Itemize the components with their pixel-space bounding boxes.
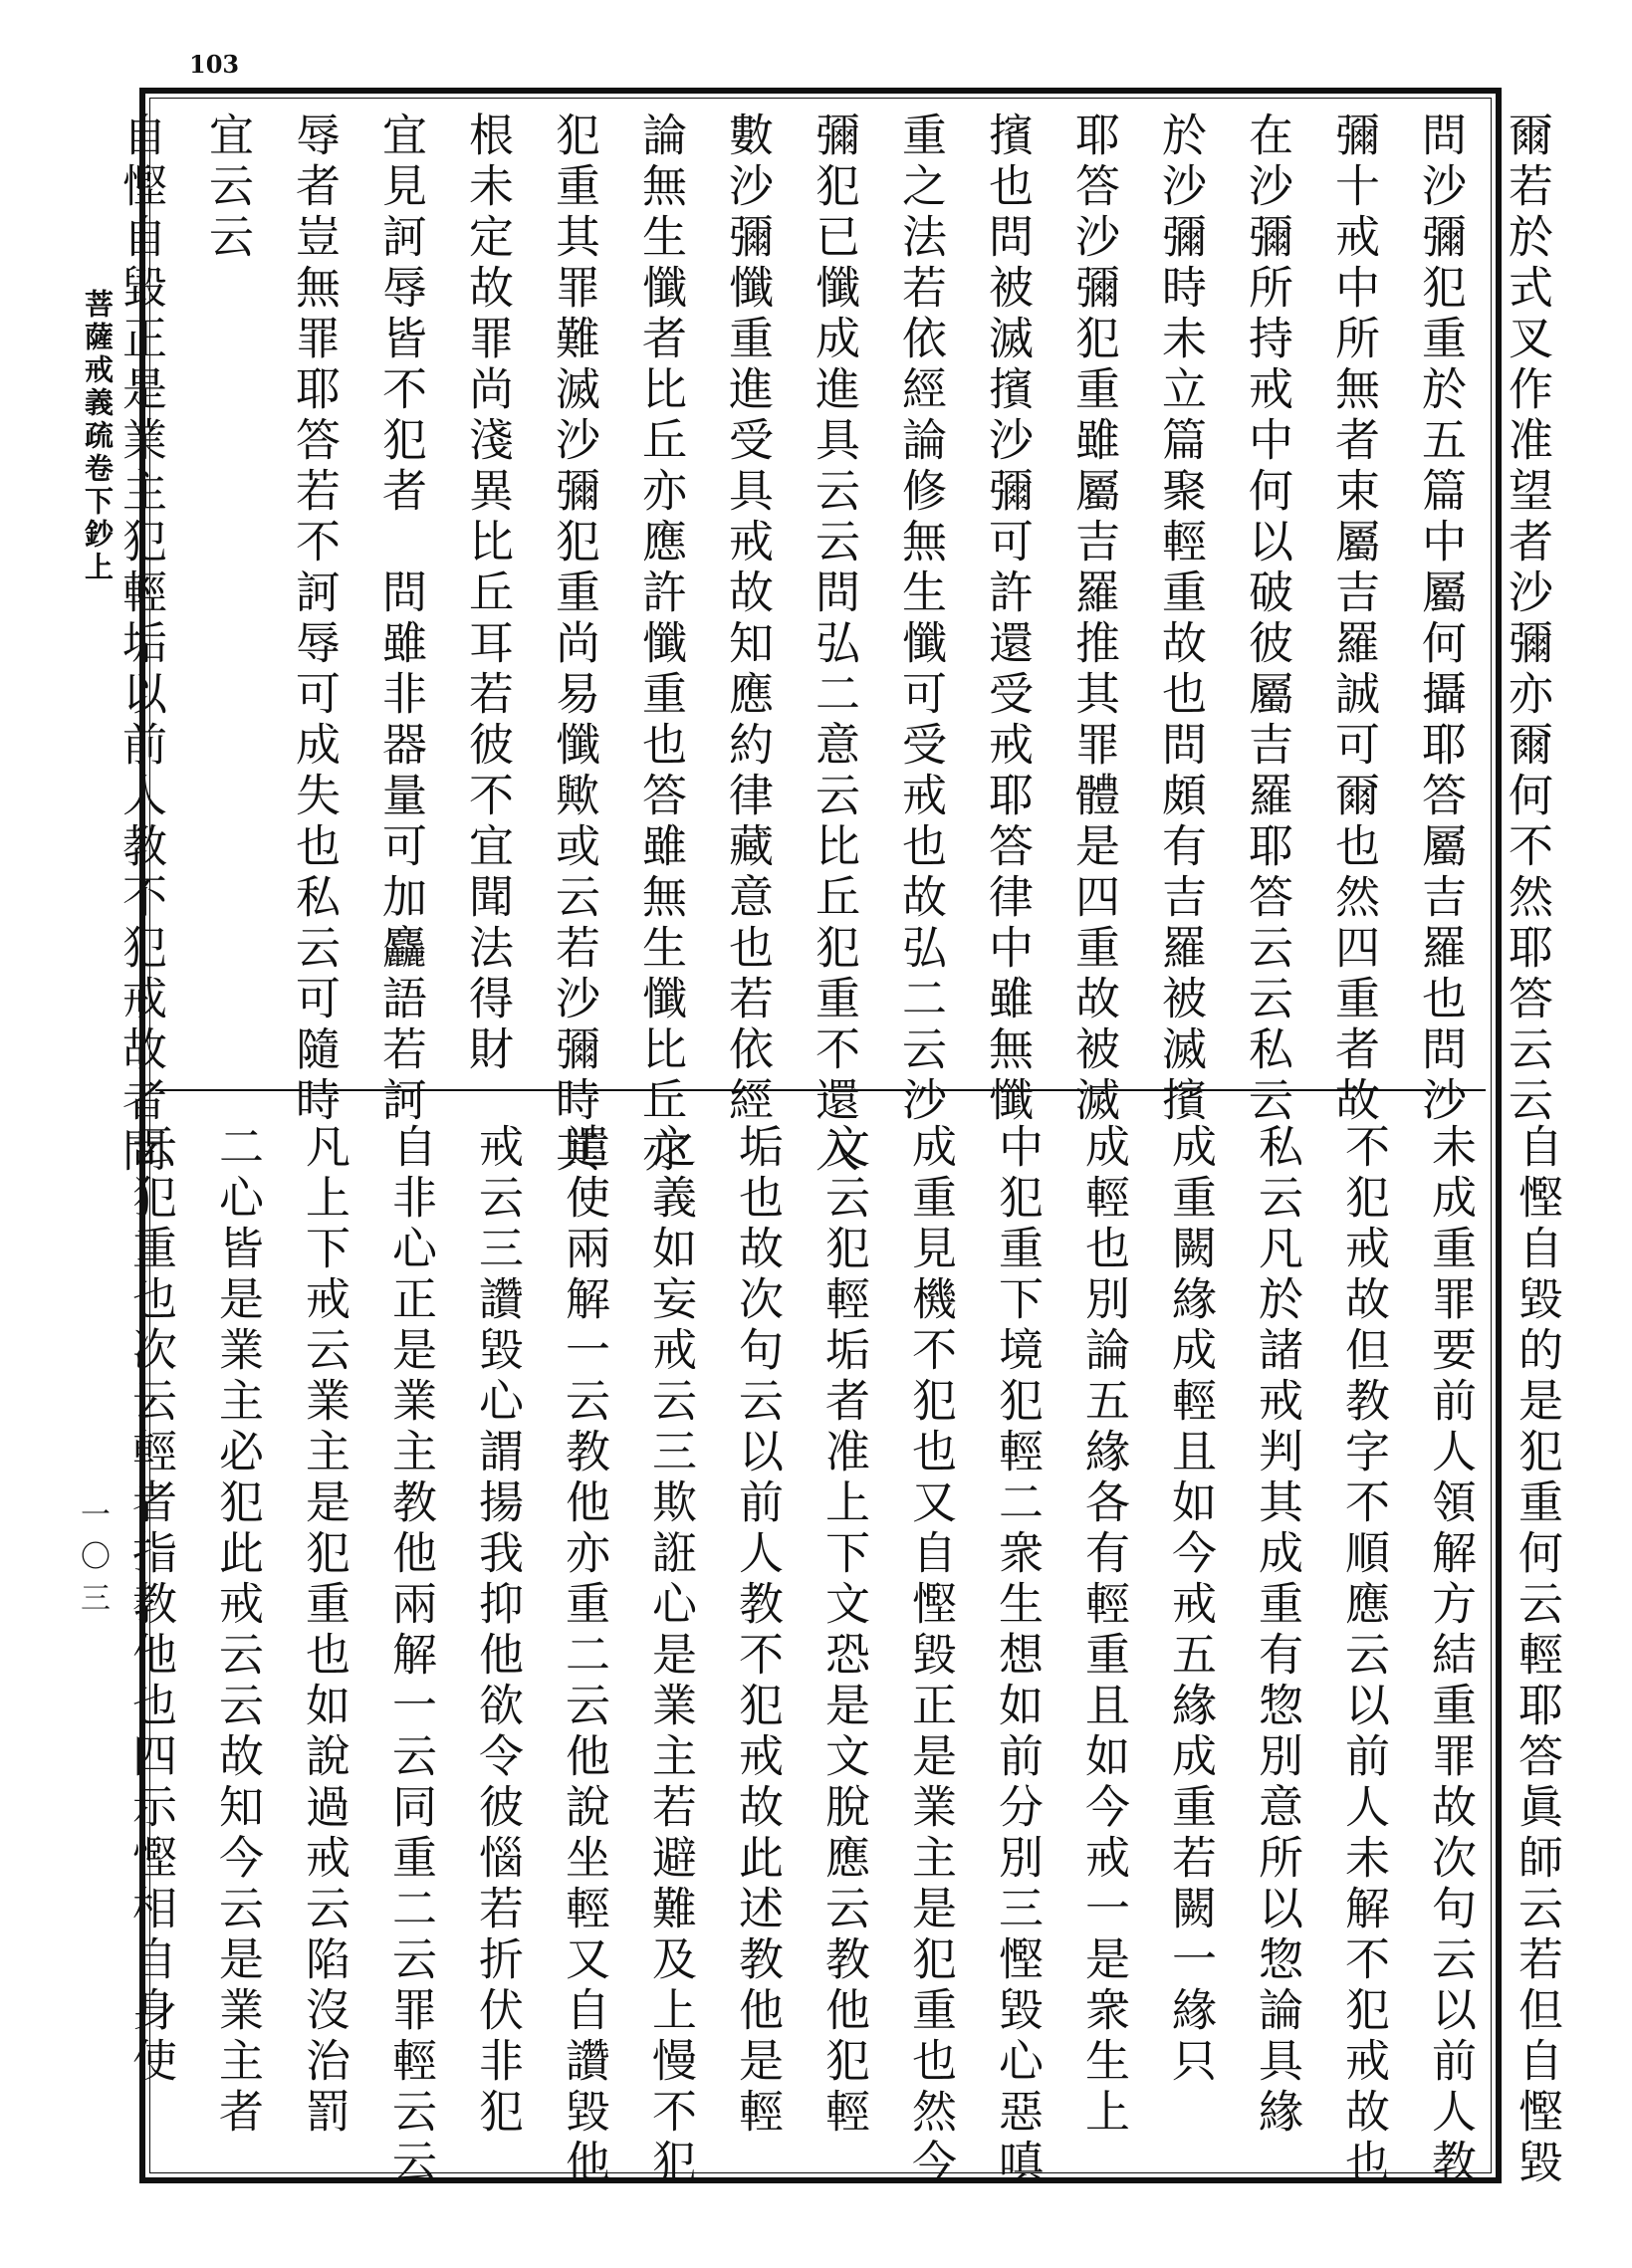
- text-column: 問沙彌犯重於五篇中屬何攝耶答屬吉羅也問沙: [1414, 112, 1467, 1127]
- text-column: 論無生懺者比丘亦應許懺重也答雖無生懺比丘亦: [634, 112, 687, 1178]
- margin-page-number: 一〇三: [75, 1498, 110, 1624]
- text-column: 凡上下戒云業主是犯重也如說過戒云陷沒治罰: [298, 1123, 350, 2139]
- text-column: 遣使兩解一云教他亦重二云他說坐輕又自讚毀他: [558, 1123, 610, 2189]
- text-column: 擯也問被滅擯沙彌可許還受戒耶答律中雖無懺: [981, 112, 1034, 1127]
- text-column: 耶答沙彌犯重雖屬吉羅推其罪體是四重故被滅: [1067, 112, 1120, 1127]
- page-number: 103: [189, 50, 240, 79]
- text-column: 自慳自毀正是業主犯輕垢以前人教不犯戒故者問: [115, 112, 167, 1178]
- text-column: 二心皆是業主必犯此戒云云故知今云是業主者: [211, 1123, 264, 2139]
- text-column: 自慳自毀的是犯重何云輕耶答眞師云若但自慳毀: [1511, 1123, 1563, 2189]
- text-column: 根未定故罪尚淺異比丘耳若彼不宜聞法得財: [461, 112, 514, 1076]
- text-column: 中犯重下境犯輕二衆生想如前分別三慳毀心惡嗔: [991, 1123, 1044, 2189]
- upper-text-block: [98, 112, 1570, 1178]
- text-column: 數沙彌懺重進受具戒故知應約律藏意也若依經: [721, 112, 774, 1127]
- text-column: 垢也故次句云以前人教不犯戒故此述教他是輕: [731, 1123, 784, 2139]
- text-column: 云犯重也次云輕者指教他也四示慳相自身使: [124, 1123, 177, 2088]
- text-column: 之義如妄戒云三欺誑心是業主若避難及上慢不犯: [644, 1123, 697, 2189]
- text-column: 未成重罪要前人領解方結重罪故次句云以前人教: [1424, 1123, 1477, 2189]
- text-column: 重之法若依經論修無生懺可受戒也故弘二云沙: [894, 112, 947, 1127]
- text-column: 自非心正是業主教他兩解一云同重二云罪輕云云: [384, 1123, 437, 2189]
- text-column: 私云凡於諸戒判其成重有惣別意所以惣論具緣: [1251, 1123, 1303, 2139]
- text-column: 爾若於式叉作准望者沙彌亦爾何不然耶答云云: [1501, 112, 1553, 1127]
- text-column: 在沙彌所持戒中何以破彼屬吉羅耶答云云私云: [1241, 112, 1293, 1127]
- text-column: 彌犯已懺成進具云云問弘二意云比丘犯重不還入: [808, 112, 860, 1178]
- text-column: 成重見機不犯也又自慳毀正是業主是犯重也然今: [904, 1123, 957, 2189]
- text-column: 犯重其罪難滅沙彌犯重尚易懺歟或云若沙彌時其: [548, 112, 600, 1178]
- text-column: 彌十戒中所無者束屬吉羅誠可爾也然四重者故: [1327, 112, 1380, 1127]
- text-column: 宜見訶辱皆不犯者 問雖非器量可加麤語若訶: [374, 112, 427, 1127]
- text-column: 成輕也別論五緣各有輕重且如今戒一是衆生上: [1077, 1123, 1130, 2139]
- text-column: 文云犯輕垢者准上下文恐是文脫應云教他犯輕: [817, 1123, 870, 2139]
- text-column: 不犯戒故但教字不順應云以前人未解不犯戒故也: [1337, 1123, 1390, 2189]
- text-column: 於沙彌時未立篇聚輕重故也問頗有吉羅被滅擯: [1154, 112, 1207, 1127]
- running-title: 菩薩戒義疏卷下鈔上: [81, 289, 115, 584]
- text-column: 成重闕緣成輕且如今戒五緣成重若闕一緣只: [1164, 1123, 1217, 2088]
- lower-text-block: [108, 1123, 1580, 2189]
- text-column: 戒云三讚毀心謂揚我抑他欲令彼惱若折伏非犯: [471, 1123, 524, 2139]
- text-column: 辱者豈無罪耶答若不訶辱可成失也私云可隨時: [288, 112, 341, 1127]
- text-column: 宜云云: [201, 112, 254, 264]
